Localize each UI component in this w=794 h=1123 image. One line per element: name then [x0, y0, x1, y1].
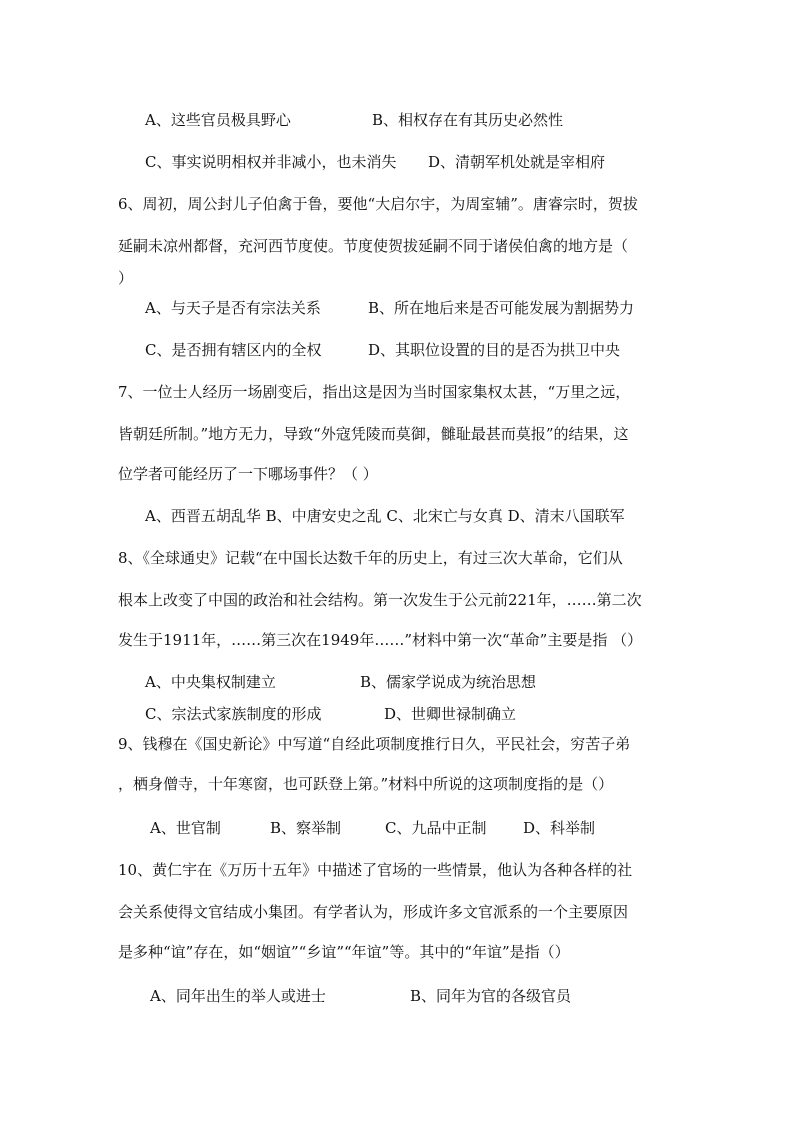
q9-option-d: D、科举制: [523, 819, 596, 837]
q10-stem-line-1: 10、黄仁宇在《万历十五年》中描述了官场的一些情景，他认为各种各样的社: [118, 861, 633, 879]
q7-stem-line-2: 皆朝廷所制。”地方无力，导致“外寇凭陵而莫御，雠耻最甚而莫报”的结果，这: [118, 425, 629, 443]
q9-option-a: A、世官制: [150, 819, 221, 837]
q9-stem-line-1: 9、钱穆在《国史新论》中写道“自经此项制度推行日久，平民社会，穷苦子弟: [118, 735, 631, 753]
q6-stem-line-3: ）: [118, 269, 134, 287]
q8-option-a: A、中央集权制建立: [145, 673, 276, 691]
q5-option-b: B、相权存在有其历史必然性: [372, 111, 564, 129]
q8-stem-line-1: 8、《全球通史》记载“在中国长达数千年的历史上，有过三次大革命，它们从: [118, 549, 623, 567]
q10-stem-line-3: 是多种“谊”存在，如“姻谊”“乡谊”“年谊”等。其中的“年谊”是指（）: [118, 943, 570, 961]
q5-option-c: C、事实说明相权并非减小，也未消失: [145, 153, 397, 171]
q8-stem-line-3: 发生于1911年，……第三次在1949年……”材料中第一次“革命”主要是指 （）: [118, 631, 643, 649]
q10-option-b: B、同年为官的各级官员: [410, 987, 572, 1005]
q6-option-c: C、是否拥有辖区内的全权: [145, 341, 322, 359]
q9-stem-line-2: ，栖身僧寺，十年寒窗，也可跃登上第。”材料中所说的这项制度指的是（）: [118, 775, 614, 793]
q6-option-a: A、与天子是否有宗法关系: [145, 299, 321, 317]
q9-option-b: B、察举制: [270, 819, 342, 837]
q8-option-b: B、儒家学说成为统治思想: [360, 673, 537, 691]
q6-stem-line-2: 延嗣未凉州都督，充河西节度使。节度使贺拔延嗣不同于诸侯伯禽的地方是（: [118, 237, 629, 255]
q8-option-c: C、宗法式家族制度的形成: [145, 705, 322, 723]
q9-option-c: C、九品中正制: [385, 819, 487, 837]
q5-option-d: D、清朝军机处就是宰相府: [428, 153, 606, 171]
q6-stem-line-1: 6、周初，周公封儿子伯禽于鲁，要他“大启尔宇，为周室辅”。唐睿宗时，贺拔: [118, 195, 638, 213]
q7-stem-line-1: 7、一位士人经历一场剧变后，指出这是因为当时国家集权太甚，“万里之远，: [118, 383, 631, 401]
q7-stem-line-3: 位学者可能经历了一下哪场事件？（ ）: [118, 465, 378, 483]
q8-option-d: D、世卿世禄制确立: [384, 705, 517, 723]
q10-option-a: A、同年出生的举人或进士: [150, 987, 326, 1005]
q8-stem-line-2: 根本上改变了中国的政治和社会结构。第一次发生于公元前221年，……第二次: [118, 591, 642, 609]
q10-stem-line-2: 会关系使得文官结成小集团。有学者认为，形成许多文官派系的一个主要原因: [118, 903, 629, 921]
q6-option-d: D、其职位设置的目的是否为拱卫中央: [368, 341, 621, 359]
q5-option-a: A、这些官员极具野心: [145, 111, 291, 129]
q7-options-line: A、西晋五胡乱华 B、中唐安史之乱 C、北宋亡与女真 D、清末八国联军: [145, 507, 625, 525]
q6-option-b: B、所在地后来是否可能发展为割据势力: [368, 299, 635, 317]
